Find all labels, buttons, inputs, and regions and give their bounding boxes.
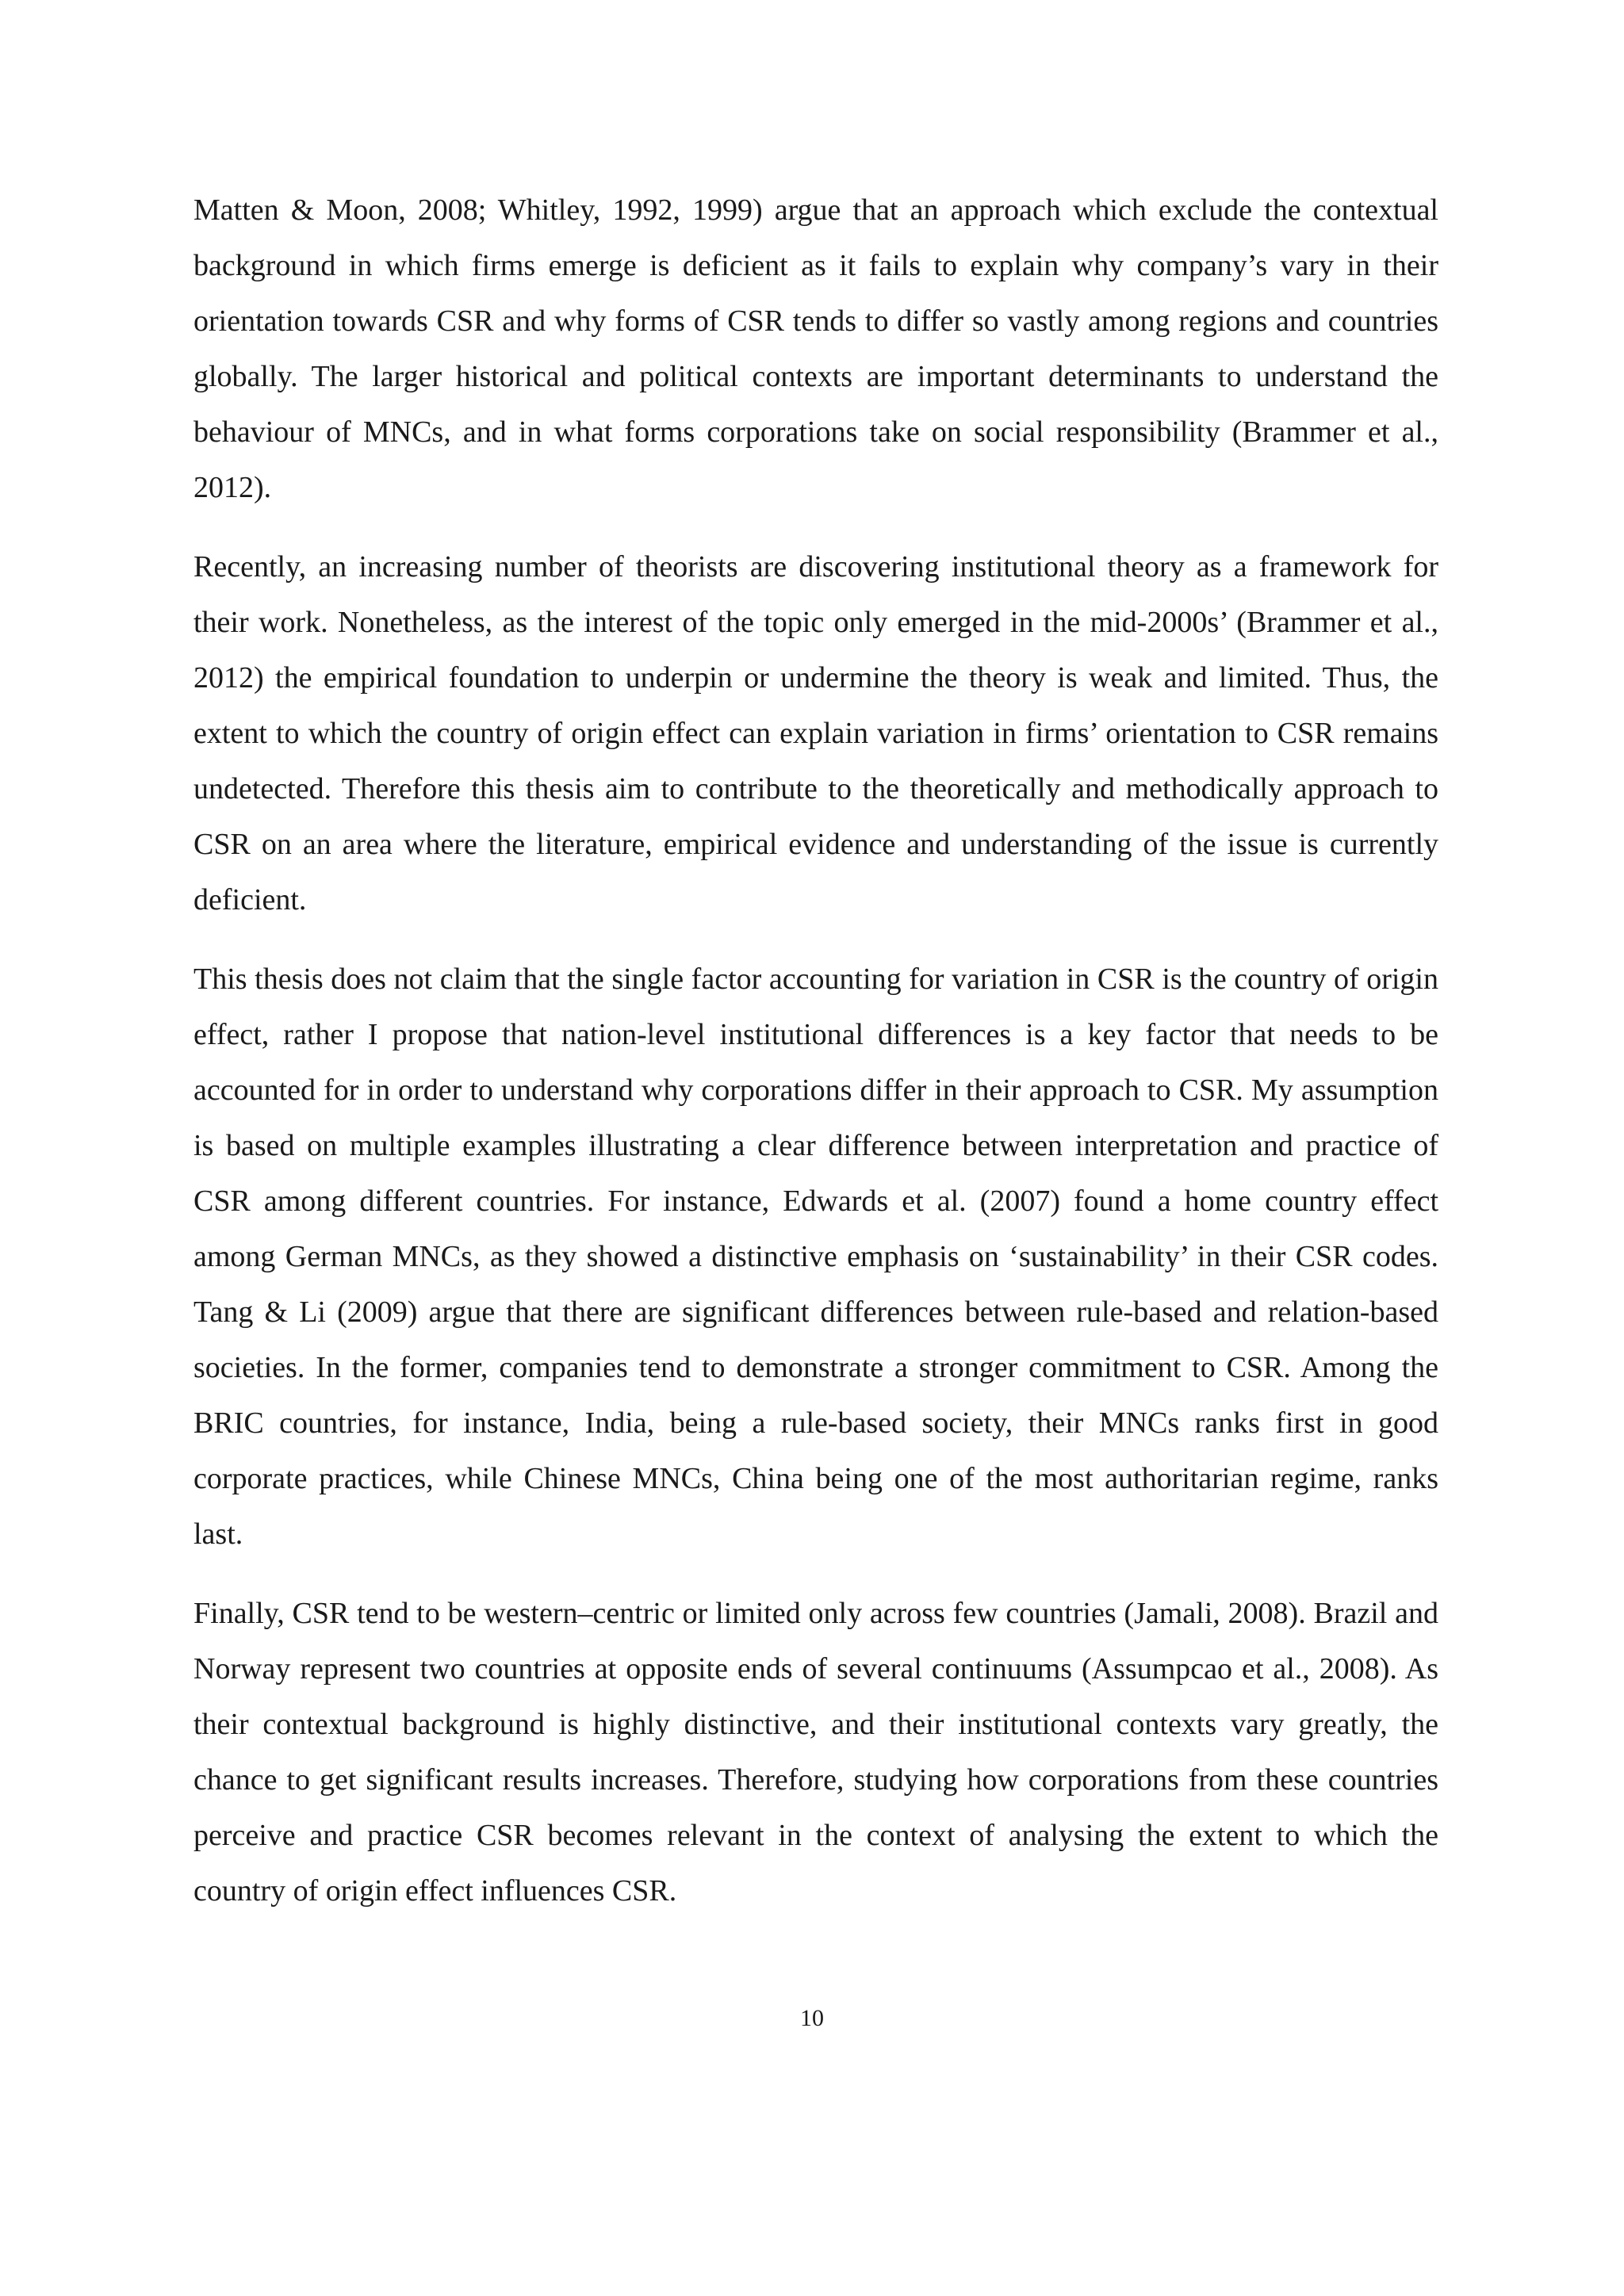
body-text xyxy=(193,182,1438,1942)
page-number: 10 xyxy=(800,2005,824,2031)
paragraph-3: This thesis does not claim that the single factor accounting for variation in CSR is the country of origin effect, rather I propose that nation-level institutional differences is a key factor that needs to be accounted for in order to understand why corporations differ in their approach to CSR. My assumption is based on multiple examples illustrating a clear difference between interpretation and practice of CSR among different countries. For instance, Edwards et al. (2007) found a home country effect among German MNCs, as they showed a distinctive emphasis on ‘sustainability’ in their CSR codes. Tang & Li (2009) argue that there are significant differences between rule-based and relation-based societies. In the former, companies tend to demonstrate a stronger commitment to CSR. Among the BRIC countries, for instance, India, being a rule-based society, their MNCs ranks first in good corporate practices, while Chinese MNCs, China being one of the most authoritarian regime, ranks last. xyxy=(193,962,1438,1551)
paragraph-2: Recently, an increasing number of theorists are discovering institutional theory as a framework for their work. Nonetheless, as the interest of the topic only emerged in the mid-2000s’ (Brammer et al., 2012) the empirical foundation to underpin or undermine the theory is weak and limited. Thus, the extent to which the country of origin effect can explain variation in firms’ orientation to CSR remains undetected. Therefore this thesis aim to contribute to the theoretically and methodically approach to CSR on an area where the literature, empirical evidence and understanding of the issue is currently deficient. xyxy=(193,550,1438,916)
paragraph-4: Finally, CSR tend to be western–centric or limited only across few countries (Jamali, 2008). Brazil and Norway represent two countries at opposite ends of several continuums (Assumpcao et al., 2008). As their contextual background is highly distinctive, and their institutional contexts vary greatly, the chance to get significant results increases. Therefore, studying how corporations from these countries perceive and practice CSR becomes relevant in the context of analysing the extent to which the country of origin effect influences CSR. xyxy=(193,1597,1438,1908)
paragraph-1: Matten & Moon, 2008; Whitley, 1992, 1999) argue that an approach which exclude the contextual background in which firms emerge is deficient as it fails to explain why company’s vary in their orientation towards CSR and why forms of CSR tends to differ so vastly among regions and countries globally. The larger historical and political contexts are important determinants to understand the behaviour of MNCs, and in what forms corporations take on social responsibility (Brammer et al., 2012). xyxy=(193,193,1438,504)
